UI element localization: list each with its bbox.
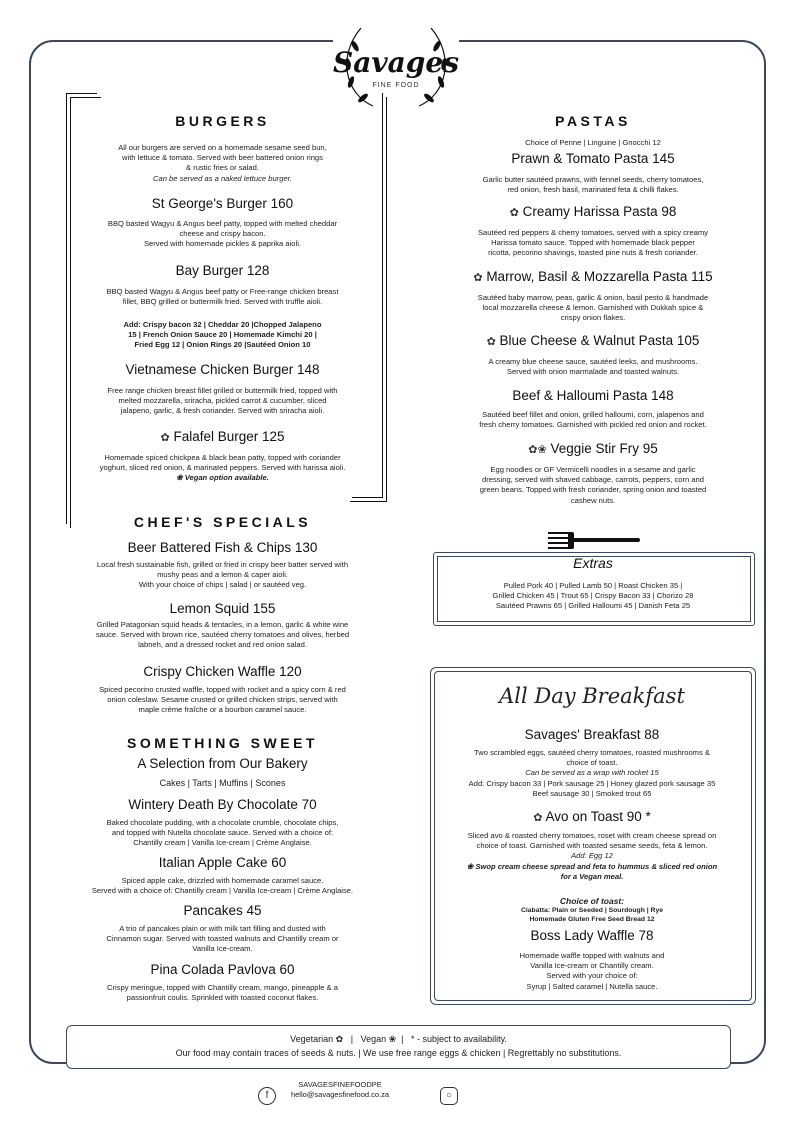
disclaimer: Our food may contain traces of seeds & nuts. | We use free range eggs & chicken | Regrettably no substitutions. [175, 1048, 622, 1058]
legend-separator: | [350, 1034, 354, 1044]
extras-title: Extras [573, 555, 613, 571]
fork-icon [540, 528, 648, 552]
legend-vegetarian: Vegetarian [290, 1034, 334, 1044]
menu-item-desc: Sautéed baby marrow, peas, garlic & onion, basil pesto & handmade local mozzarella cheese & lemon. Garnished with Dukkah spice & crispy onion flakes. [477, 293, 709, 323]
menu-item-title-row [428, 441, 758, 456]
menu-item-title: Crispy Chicken Waffle 120 [143, 664, 302, 679]
menu-item-title: Falafel Burger 125 [173, 429, 285, 444]
vegan-leaf-icon: ❀ [466, 861, 474, 871]
contact-text [280, 1080, 400, 1100]
left-column [50, 0, 395, 1020]
toast-title: Choice of toast: [559, 896, 625, 906]
menu-item-desc: A creamy blue cheese sauce, sautéed leeks, and mushrooms. Served with onion marmalade and toasted walnuts. [488, 357, 698, 377]
extras-list: Pulled Pork 40 | Pulled Lamb 50 | Roast Chicken 35 | Grilled Chicken 45 | Trout 65 | Crispy Bacon 33 | Chorizo 28 Sautéed Prawns 65 | Grilled Halloumi 45 | Danish Feta 25 [492, 581, 694, 611]
menu-item-desc: Free range chicken breast fillet grilled or buttermilk fried, topped with melted mozzarella, sriracha, pickled carrot & cucumber, sliced jalapeno, garlic, & fresh coriander. Served with sriracha aioli. [107, 386, 338, 416]
menu-item-desc: Homemade spiced chickpea & black bean patty, topped with coriander yoghurt, sliced red onion, & marinated peppers. Served with harissa aioli. ❀ Vegan option available. [99, 453, 346, 483]
menu-item-title: Blue Cheese & Walnut Pasta 105 [499, 333, 700, 348]
legend-vegan: Vegan [360, 1034, 387, 1044]
menu-item-title: Prawn & Tomato Pasta 145 [511, 151, 675, 166]
menu-item-title: Creamy Harissa Pasta 98 [522, 204, 677, 219]
menu-item-desc: A trio of pancakes plain or with milk tart filling and dusted with Cinnamon sugar. Served with toasted walnuts and Chantilly cream or Vanilla Ice-cream. [106, 924, 339, 954]
menu-item-desc: Garlic butter sautéed prawns, with fennel seeds, cherry tomatoes, red onion, fresh basil, marinated feta & chilli flakes. [482, 175, 704, 195]
menu-item-title: Lemon Squid 155 [169, 601, 276, 616]
menu-item-title: Marrow, Basil & Mozzarella Pasta 115 [486, 269, 713, 284]
menu-item-desc: Local fresh sustainable fish, grilled or fried in crispy beer batter served with mushy peas and a lemon & caper aioli. With your choice of chips | salad | or sautéed veg. [96, 560, 349, 590]
menu-item-title: Pancakes 45 [183, 903, 262, 918]
menu-item-title: Beer Battered Fish & Chips 130 [127, 540, 318, 555]
menu-item-title: Avo on Toast 90 * [545, 809, 651, 824]
menu-item-title: Wintery Death By Chocolate 70 [128, 797, 317, 812]
menu-item-title: St George's Burger 160 [151, 196, 294, 211]
menu-item-desc: Spiced pecorino crusted waffle, topped with rocket and a spicy corn & red onion coleslaw. Sesame crusted or grilled chicken strips, served with maple crème fraîche or a bourbon caramel sauce. [99, 685, 346, 715]
menu-item-desc: Egg noodles or GF Vermicelli noodles in a sesame and garlic dressing, served with shaved cabbage, carrots, peppers, corn and green beans. Topped with fresh coriander, spring onion and toasted cashew nuts. [479, 465, 707, 505]
menu-item-title-row [428, 204, 758, 219]
menu-item-desc: Two scrambled eggs, sautéed cherry tomatoes, roasted mushrooms & choice of toast. Can be served as a wrap with rocket 15 Add: Crispy bacon 33 | Pork sausage 25 | Honey glazed pork sausage 35 Beef sausage 30 | Smoked trout 65 [468, 748, 716, 798]
menu-item-desc: Grilled Patagonian squid heads & tentacles, in a lemon, garlic & white wine sauce. Served with brown rice, sautéed cherry tomatoes and olives, herbed labneh, and a dressed rocket and red onion salad. [95, 620, 350, 650]
menu-item-title: Boss Lady Waffle 78 [530, 928, 654, 943]
menu-item-desc: Homemade waffle topped with walnuts and Vanilla Ice-cream or Chantilly cream. Served with your choice of: Syrup | Salted caramel | Nutella sauce. [519, 951, 665, 991]
social-handle[interactable]: SAVAGESFINEFOODPE [298, 1080, 382, 1089]
menu-item-title: Beef & Halloumi Pasta 148 [512, 388, 674, 403]
instagram-icon[interactable]: ○ [440, 1087, 458, 1105]
vegan-leaf-icon: ❀ [176, 473, 183, 483]
legend-separator: | [401, 1034, 404, 1044]
menu-item-desc: Spiced apple cake, drizzled with homemade caramel sauce. Served with a choice of: Chantilly cream | Vanilla Ice-cream | Crème Anglaise. [91, 876, 354, 896]
vegetarian-leaf-icon: ✿ [160, 432, 170, 444]
menu-item-title-row [428, 269, 758, 284]
section-title-burgers: BURGERS [175, 113, 270, 129]
menu-item-title-row [430, 809, 754, 824]
menu-item-title: Savages' Breakfast 88 [524, 727, 660, 742]
pasta-choice: Choice of Penne | Linguine | Gnocchi 12 [525, 138, 661, 147]
menu-item-desc: Sautéed red peppers & cherry tomatoes, served with a spicy creamy Harissa tomato sauce. Topped with homemade black pepper ricotta, pecorino shavings, toasted pine nuts & fresh coriander. [477, 228, 709, 258]
vegan-leaf-icon: ❀ [537, 444, 547, 456]
menu-item-title-row [50, 429, 395, 444]
vegetarian-leaf-icon: ✿ [335, 1034, 344, 1044]
email-link[interactable]: hello@savagesfinefood.co.za [290, 1090, 390, 1099]
menu-item-desc: Sliced avo & roasted cherry tomatoes, roset with cream cheese spread on choice of toast. Garnished with toasted sesame seeds, feta & lemon. Add: Egg 12 ❀ Swop cream cheese spread and feta to hummus & sliced red onion for a Vegan meal. [466, 831, 718, 881]
menu-item-title: Pina Colada Pavlova 60 [150, 962, 295, 977]
facebook-icon[interactable]: f [258, 1087, 276, 1105]
menu-item-desc: BBQ basted Wagyu & Angus beef patty, topped with melted cheddar cheese and crispy bacon. Served with homemade pickles & paprika aioli. [107, 219, 338, 249]
breakfast-title: All Day Breakfast [499, 684, 685, 708]
vegetarian-leaf-icon: ✿ [533, 812, 543, 824]
vegetarian-leaf-icon: ✿ [509, 207, 519, 219]
menu-item-desc: BBQ basted Wagyu & Angus beef patty or Free-range chicken breast fillet, BBQ grilled or buttermilk fried. Served with truffle aioli. [106, 287, 339, 307]
menu-item-title: Italian Apple Cake 60 [158, 855, 287, 870]
legend-availability: * - subject to availability. [411, 1034, 507, 1044]
burger-addons: Add: Crispy bacon 32 | Cheddar 20 |Chopped Jalapeno 15 | French Onion Sauce 20 | Homemade Kimchi 20 | Fried Egg 12 | Onion Rings 20 |Sautéed Onion 10 [123, 320, 322, 350]
section-title-chefs: CHEF'S SPECIALS [133, 514, 312, 530]
section-title-pastas: PASTAS [555, 113, 631, 129]
vegetarian-leaf-icon: ✿ [473, 272, 483, 284]
legend-line [67, 1034, 730, 1045]
menu-item-desc: Baked chocolate pudding, with a chocolate crumble, chocolate chips, and topped with Nutella chocolate sauce. Served with a choice of: Chantilly cream | Vanilla Ice-cream | Crème Anglaise. [106, 818, 339, 848]
menu-item-desc: Crispy meringue, topped with Chantilly cream, mango, pineapple & a passionfruit coulis. Sprinkled with toasted coconut flakes. [107, 983, 338, 1003]
vegetarian-leaf-icon: ✿ [486, 336, 496, 348]
menu-item-title: Bay Burger 128 [175, 263, 270, 278]
vegan-leaf-icon: ❀ [388, 1034, 397, 1044]
toast-options: Ciabatta: Plain or Seeded | Sourdough | Rye Homemade Gluten Free Seed Bread 12 [520, 907, 664, 923]
burgers-intro: All our burgers are served on a homemade sesame seed bun, with lettuce & tomato. Served with beer battered onion rings & rustic fries or salad. Can be served as a naked lettuce burger. [118, 143, 327, 183]
footer-legend [66, 1025, 731, 1069]
brand-subtitle: FINE FOOD [372, 82, 420, 89]
menu-item-desc: Sautéed beef fillet and onion, grilled halloumi, corn, jalapenos and fresh cherry tomatoes. Garnished with pickled red onion and rocket. [479, 410, 707, 430]
brand-name: Savages [333, 46, 459, 79]
contact-block [240, 1075, 453, 1111]
section-title-sweet: SOMETHING SWEET [127, 735, 318, 751]
menu-item-title-row [428, 333, 758, 348]
vegetarian-leaf-icon: ✿ [528, 444, 538, 456]
menu-item-title: Vietnamese Chicken Burger 148 [125, 362, 320, 377]
bakery-title: A Selection from Our Bakery [137, 756, 308, 771]
bakery-items: Cakes | Tarts | Muffins | Scones [159, 778, 286, 788]
menu-item-title: Veggie Stir Fry 95 [550, 441, 658, 456]
